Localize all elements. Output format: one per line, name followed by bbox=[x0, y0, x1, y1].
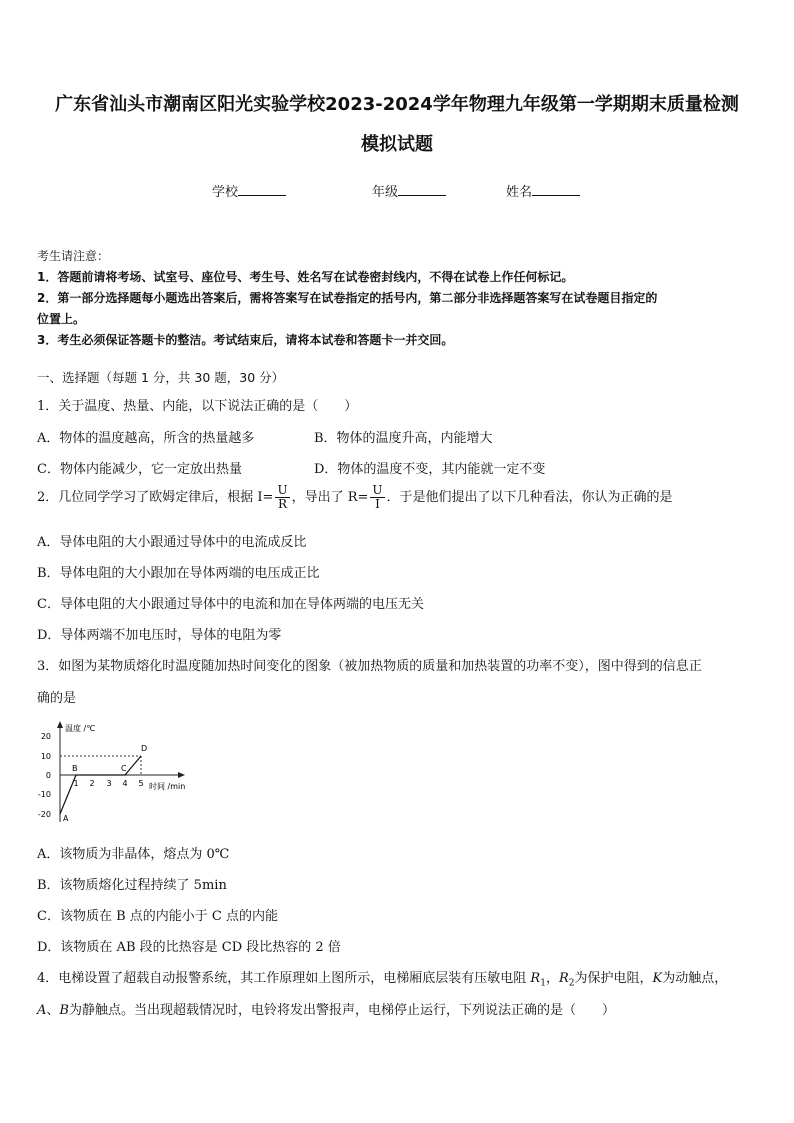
var-b: B bbox=[59, 1003, 69, 1018]
school-blank[interactable] bbox=[238, 183, 286, 196]
q3-stem-line1: 3．如图为某物质熔化时温度随加热时间变化的图象（被加热物质的质量和加热装置的功率不变），图中得到的信息正 bbox=[37, 659, 702, 674]
point-label-d: D bbox=[141, 744, 148, 753]
q3-option-b: B．该物质熔化过程持续了 5min bbox=[37, 878, 227, 893]
school-label: 学校 bbox=[212, 185, 239, 200]
ohm-fraction-u-over-r bbox=[275, 484, 289, 511]
name-label: 姓名 bbox=[506, 185, 533, 200]
x-axis-arrow bbox=[178, 772, 185, 778]
section-title: 一、选择题（每题 1 分，共 30 题，30 分） bbox=[37, 370, 285, 385]
var-r2-sub: 2 bbox=[568, 978, 575, 989]
y-tick: 0 bbox=[45, 771, 51, 780]
x-tick: 1 bbox=[73, 779, 79, 788]
note-item: 1．答题前请将考场、试室号、座位号、考生号、姓名写在试卷密封线内，不得在试卷上作任何标记。 bbox=[37, 270, 574, 284]
var-r1: R bbox=[530, 971, 541, 986]
exam-title-line1: 广东省汕头市潮南区阳光实验学校2023-2024学年物理九年级第一学期期末质量检测 bbox=[55, 94, 739, 115]
x-tick: 3 bbox=[106, 779, 112, 788]
q3-stem-line2: 确的是 bbox=[37, 691, 77, 706]
exam-notes bbox=[37, 246, 762, 351]
ohm-fraction-u-over-i bbox=[370, 484, 384, 511]
q4-text: 为保护电阻， bbox=[574, 971, 653, 986]
school-field bbox=[212, 181, 286, 200]
q3-option-c: C．该物质在 B 点的内能小于 C 点的内能 bbox=[37, 909, 278, 924]
grade-field bbox=[372, 181, 446, 200]
name-blank[interactable] bbox=[532, 183, 580, 196]
q4-text: 4．电梯设置了超载自动报警系统，其工作原理如上图所示，电梯厢底层装有压敏电阻 bbox=[37, 971, 531, 986]
notes-heading: 考生请注意： bbox=[37, 249, 110, 263]
q1-option-b: B．物体的温度升高，内能增大 bbox=[314, 431, 493, 446]
q2-option-a: A．导体电阻的大小跟通过导体中的电流成反比 bbox=[37, 535, 307, 550]
y-axis-arrow bbox=[57, 721, 63, 728]
point-label-a: A bbox=[63, 814, 69, 823]
x-tick: 5 bbox=[138, 779, 144, 788]
x-axis-label: 时间 /min bbox=[149, 782, 186, 791]
q1-option-a: A．物体的温度越高，所含的热量越多 bbox=[37, 431, 255, 446]
x-tick: 4 bbox=[122, 779, 128, 788]
q4-text: 为静触点。当出现超载情况时，电铃将发出警报声，电梯停止运行，下列说法正确的是（ ） bbox=[68, 1003, 615, 1018]
q2-stem-part: ．于是他们提出了以下几种看法，你认为正确的是 bbox=[386, 490, 673, 505]
melting-graph bbox=[37, 720, 207, 825]
frac-denominator: R bbox=[277, 497, 288, 511]
var-a: A bbox=[37, 1003, 47, 1018]
y-tick: 20 bbox=[40, 732, 51, 741]
x-tick: 2 bbox=[89, 779, 95, 788]
point-label-b: B bbox=[72, 764, 78, 773]
q4-text: ， bbox=[545, 971, 559, 986]
y-tick: 10 bbox=[40, 752, 51, 761]
var-k: K bbox=[652, 971, 663, 986]
note-item: 3．考生必须保证答题卡的整洁。考试结束后，请将本试卷和答题卡一并交回。 bbox=[37, 333, 454, 347]
grade-label: 年级 bbox=[372, 185, 399, 200]
q3-option-a: A．该物质为非晶体，熔点为 0℃ bbox=[37, 847, 230, 862]
note-item: 位置上。 bbox=[37, 312, 86, 326]
note-item: 2．第一部分选择题每小题选出答案后，需将答案写在试卷指定的括号内，第二部分非选择题答案写在试卷题目指定的 bbox=[37, 291, 658, 305]
q2-option-b: B．导体电阻的大小跟加在导体两端的电压成正比 bbox=[37, 566, 320, 581]
y-axis-label: 温度 /℃ bbox=[65, 724, 96, 733]
frac-numerator: U bbox=[372, 483, 383, 497]
var-r1-sub: 1 bbox=[540, 978, 546, 989]
q2-stem-part: 2．几位同学学习了欧姆定律后，根据 I= bbox=[37, 490, 274, 505]
q4-stem-line2 bbox=[37, 999, 615, 1018]
q4-stem-line1 bbox=[37, 967, 727, 989]
var-r2: R bbox=[558, 971, 569, 986]
q1-option-c: C．物体内能减少，它一定放出热量 bbox=[37, 462, 242, 477]
q2-stem bbox=[37, 484, 673, 511]
frac-numerator: U bbox=[277, 483, 288, 497]
y-tick: -10 bbox=[37, 790, 51, 799]
q3-option-d: D．该物质在 AB 段的比热容是 CD 段比热容的 2 倍 bbox=[37, 940, 341, 955]
q1-option-d: D．物体的温度不变，其内能就一定不变 bbox=[314, 462, 546, 477]
q2-stem-part: ，导出了 R= bbox=[291, 490, 369, 505]
point-label-c: C bbox=[121, 764, 127, 773]
q1-stem: 1．关于温度、热量、内能，以下说法正确的是（ ） bbox=[37, 399, 358, 414]
name-field bbox=[506, 181, 580, 200]
y-tick: -20 bbox=[37, 810, 51, 819]
q2-option-c: C．导体电阻的大小跟通过导体中的电流和加在导体两端的电压无关 bbox=[37, 597, 424, 612]
q4-text: 、 bbox=[46, 1003, 60, 1018]
q4-text: 为动触点， bbox=[662, 971, 728, 986]
grade-blank[interactable] bbox=[398, 183, 446, 196]
exam-title-line2: 模拟试题 bbox=[361, 134, 433, 155]
q2-option-d: D．导体两端不加电压时，导体的电阻为零 bbox=[37, 628, 282, 643]
frac-denominator: I bbox=[375, 497, 380, 511]
